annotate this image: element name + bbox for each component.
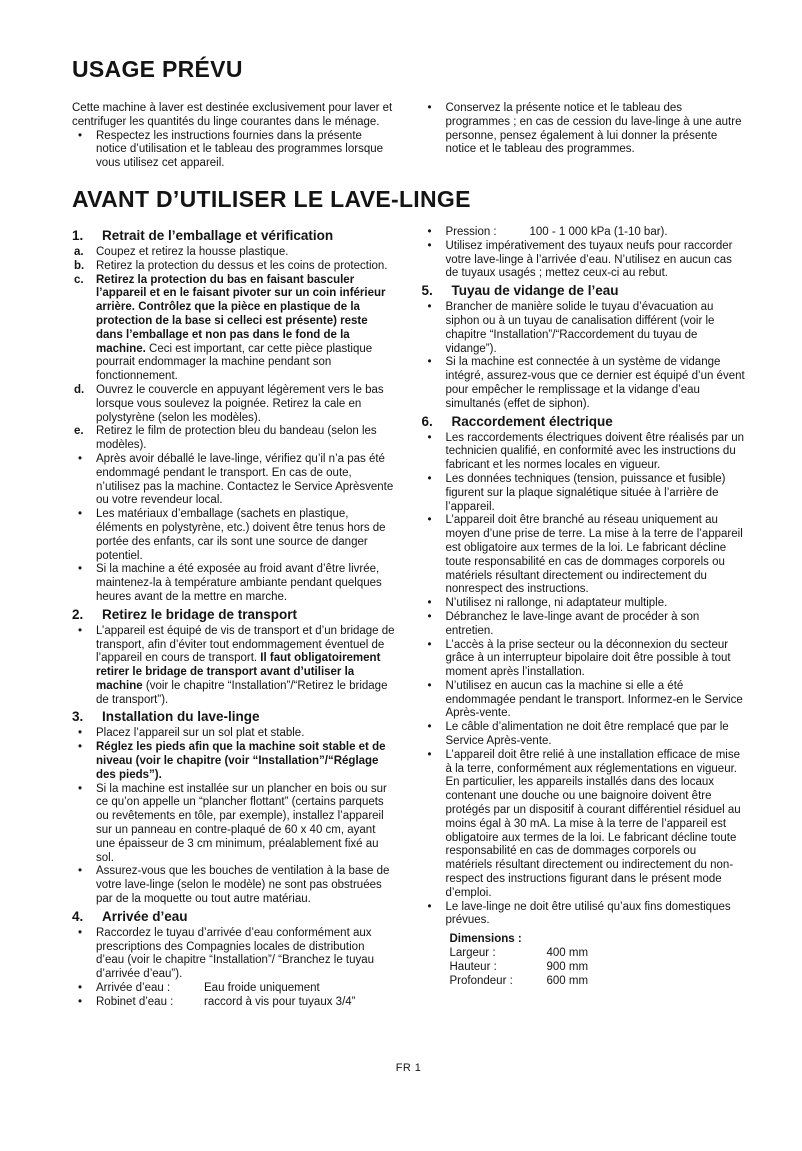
item-text [96,384,396,425]
section-heading [422,283,746,299]
text-run: N’utilisez en aucun cas la machine si elle a été endommagée pendant le transport. Informez-en le Service Après-vente. [445,679,743,720]
list-item [72,783,396,866]
text-run: Cette machine à laver est destinée exclusivement pour laver et centrifuger les quantités du linge courantes dans le ménage. [72,102,393,128]
bullet-marker: • [427,610,432,623]
text-run: L’appareil est équipé de vis de transport et d’un bridage de transport, afin d’éviter tout endommagement éventuel de l’appareil en cours de transport. [96,624,395,665]
item-text [96,865,396,906]
section-heading [422,414,746,430]
text-run: Ouvrez le couvercle en appuyant légèrement vers le bas lorsque vous soulevez la poignée. Retirez la cale en polystyrène (selon les modèles). [96,383,384,424]
bullet-marker: • [427,472,432,485]
item-text [446,639,746,680]
main-left-column [72,226,396,1010]
text-run: Retirez la protection du dessus et les coins de protection. [96,259,388,272]
bullet-marker: • [427,239,432,252]
list-item [72,727,396,741]
list-item [422,356,746,411]
item-text [96,741,396,782]
item-text [446,611,746,639]
item-text [446,356,746,411]
text-run: Si la machine est installée sur un plancher en bois ou sur ce qu’on appelle un “plancher flottant” (certains parquets ou revêtements en tôle, par exemple), installez l’appareil sur un panneau en contre-plaqué de 60 x 40 cm, ayant une épaisseur de 3 cm minimum, préalablement fixé au sol. [96,782,387,864]
text-run: Les matériaux d’emballage (sachets en plastique, éléments en polystyrène, etc.) doivent être tenus hors de portée des enfants, car ils sont une source de danger potentiel. [96,508,386,562]
bullet-marker: • [427,597,432,610]
text-run: Respectez les instructions fournies dans la présente notice d’utilisation et le tableau des programmes lorsque vous utilisez cet appareil. [96,129,384,170]
intro-columns [72,102,745,171]
letter-marker: b. [74,259,85,272]
dimension-value: 400 mm [546,947,589,960]
item-text [96,425,396,453]
main-section-title: AVANT D’UTILISER LE LAVE-LINGE [72,185,471,212]
text-run: Assurez-vous que les bouches de ventilation à la base de votre lave-linge (selon le modèle) ne sont pas obstruées par de la moquette ou tout autre matériau. [96,865,390,906]
item-text [446,432,746,473]
bullet-marker: • [78,741,83,754]
item-text [96,130,396,171]
bullet-marker: • [427,102,432,114]
section-number: 6. [421,413,433,429]
section-number: 4. [72,908,84,924]
list-item [422,301,746,356]
dimension-label: Profondeur : [449,974,513,987]
list-item [422,639,746,680]
intro-section-title: USAGE PRÉVU [72,56,243,82]
dimension-label: Hauteur : [449,960,497,973]
section-heading [72,709,396,725]
bullet-marker: • [427,301,432,314]
bullet-marker: • [78,982,83,995]
item-text [96,246,396,260]
text-run: L’appareil doit être branché au réseau uniquement au moyen d’une prise de terre. La mise à la terre de l’appareil est obligatoire aux termes de la loi. Le fabricant décline toute responsabilité en cas de dommages corporels ou matériels résultant directement ou indirectement du nonrespect des instructions. [445,514,743,596]
text-run: Les données techniques (tension, puissance et fusible) figurent sur la plaque signalétique située à l’arrière de l’appareil. [445,472,726,513]
list-item [72,741,396,782]
bullet-marker: • [427,748,432,761]
dimension-value: 900 mm [546,960,589,973]
list-item [72,130,396,171]
list-item [422,432,746,473]
text-run: Raccordez le tuyau d’arrivée d’eau conformément aux prescriptions des Compagnies locales de distribution d’eau (voir le chapitre “Installation”/ “Branchez le tuyau d’arrivée d’eau”). [96,926,375,981]
list-item [72,508,396,563]
list-item [422,611,746,639]
list-item [72,246,396,260]
text-run: Brancher de manière solide le tuyau d’évacuation au siphon ou à un tuyau de canalisation différent (voir le chapitre “Installation”/“Raccordement du tuyau de vidange”). [445,301,715,355]
text-run: Retirez la protection du bas en faisant basculer l’appareil et en le faisant pivoter sur un coin inférieur arrière. Contrôlez que la pièce en plastique de la protection de la base si celleci est présente) reste dans l’emballage et non pas dans le fond de la machine. [96,273,386,355]
item-text [96,982,396,996]
text-run: Utilisez impérativement des tuyaux neufs pour raccorder votre lave-linge à l’arrivée d’eau. N’utilisez en aucun cas de tuyaux usagés ; mettez ceux-ci au rebut. [445,239,733,280]
list-item [72,982,396,996]
section-heading [72,909,396,925]
item-text [446,721,746,749]
list-item [72,996,396,1010]
list-item [72,260,396,274]
section-number: 1. [72,227,84,243]
text-run: Retirez le film de protection bleu du bandeau (selon les modèles). [96,425,377,452]
text-run: Ceci est important, car cette pièce plastique pourrait endommager la machine pendant son fonctionnement. [96,342,373,383]
text-run: L’appareil doit être relié à une installation efficace de mise à la terre, conformément aux réglementations en vigueur. En particulier, les appareils installés dans des locaux contenant une douche ou une baignoire doivent être protégés par un dispositif à courant différentiel résiduel au moins égal à 30 mA. La mise à la terre de l’appareil est obligatoire aux termes de la loi. Le fabricant décline toute responsabilité en cas de dommages corporels ou matériels résultant directement ou indirectement du non-respect des instructions figurant dans le présent mode d’emploi. [445,748,741,899]
item-text [446,514,746,597]
item-text [96,508,396,563]
item-text [96,260,396,274]
bullet-marker: • [78,624,83,637]
text-run: Placez l’appareil sur un sol plat et stable. [96,727,305,740]
list-item [72,625,396,708]
bullet-marker: • [78,926,83,939]
text-run: N’utilisez ni rallonge, ni adaptateur multiple. [445,597,668,610]
section-heading-text: Raccordement électrique [451,413,613,429]
list-item [422,240,746,281]
text-run: Le câble d’alimentation ne doit être remplacé que par le Service Après-vente. [445,721,729,748]
page-number: FR 1 [395,1062,422,1074]
bullet-marker: • [78,782,83,795]
text-run: Il faut obligatoirement retirer le bridage de transport avant d’utiliser la machine [96,652,381,692]
letter-marker: d. [74,383,85,396]
text-run: Réglez les pieds afin que la machine soit stable et de niveau (voir le chapitre (voir “Installation”/“Réglage des pieds”). [96,741,386,781]
item-text [96,727,396,741]
bullet-marker: • [78,995,83,1008]
intro-right-column [422,102,746,171]
bullet-marker: • [427,679,432,692]
list-item [72,563,396,604]
list-item [422,102,746,157]
text-run: Si la machine a été exposée au froid avant d’être livrée, maintenez-la à température ambiante pendant quelques heures avant de la mettre en marche. [96,563,382,603]
dimension-label: Largeur : [449,947,496,960]
text-run: (voir le chapitre “Installation”/“Retirez le bridage de transport”). [96,679,388,706]
text-run: Les raccordements électriques doivent être réalisés par un technicien qualifié, en conformité avec les instructions du fabricant et les normes locales en vigueur. [445,431,745,472]
bullet-marker: • [78,452,83,465]
list-item [422,721,746,749]
list-item [422,901,746,929]
item-text [96,453,396,508]
bullet-marker: • [427,721,432,734]
list-item [422,226,746,240]
item-text [96,783,396,866]
bullet-marker: • [78,727,83,740]
list-item [72,453,396,508]
item-text [96,274,396,384]
section-number: 2. [72,606,84,622]
text-run: Conservez la présente notice et le tableau des programmes ; en cas de cession du lave-linge à une autre personne, pensez également à lui donner la présente notice et le tableau des programmes. [445,102,742,156]
item-text [446,749,746,901]
dimensions-block [450,933,746,988]
list-item [72,384,396,425]
paragraph [72,102,396,130]
main-columns [72,226,745,1010]
section-heading-text: Arrivée d’eau [102,908,188,924]
item-text [446,226,746,240]
dimension-value: 600 mm [546,974,589,987]
section-heading [72,228,396,244]
item-text [96,996,396,1010]
section-heading-text: Retrait de l’emballage et vérification [102,227,334,243]
item-text [446,102,746,157]
intro-left-column [72,102,396,171]
bullet-marker: • [78,129,83,142]
section-heading-text: Tuyau de vidange de l’eau [451,283,619,299]
list-item [422,680,746,721]
item-value: 100 - 1 000 kPa (1-10 bar). [529,225,668,238]
section-heading [72,607,396,623]
dimension-row [450,975,746,989]
item-key: Arrivée d’eau : [96,982,171,995]
bullet-marker: • [427,900,432,913]
text-run: Après avoir déballé le lave-linge, vérifiez qu’il n’a pas été endommagé pendant le transport. En cas de oute, n’utilisez pas la machine. Contactez le Service Aprèsvente ou votre revendeur local. [96,452,394,507]
text-run: Coupez et retirez la housse plastique. [96,245,289,258]
bullet-marker: • [78,508,83,521]
item-text [96,563,396,604]
list-item [72,927,396,982]
section-heading-text: Installation du lave-linge [102,709,260,725]
list-item [422,514,746,597]
item-text [446,240,746,281]
item-text [446,597,746,611]
item-key: Robinet d’eau : [96,995,174,1008]
bullet-marker: • [427,356,432,369]
text-run: Si la machine est connectée à un système de vidange intégré, assurez-vous que ce dernier est équipé d’un évent pour empêcher le remplissage et la vidange d’eau simultanés (effet de siphon). [445,356,745,410]
text-run: Le lave-linge ne doit être utilisé qu’aux fins domestiques prévues. [445,900,731,927]
section-heading-text: Retirez le bridage de transport [102,606,298,622]
list-item [72,274,396,384]
item-text [446,901,746,929]
bullet-marker: • [427,514,432,527]
dimension-row [450,947,746,961]
main-right-column [422,226,746,1010]
item-text [446,473,746,514]
list-item [72,865,396,906]
letter-marker: a. [74,245,84,258]
section-number: 5. [421,283,433,299]
letter-marker: c. [74,273,84,286]
dimension-row [450,961,746,975]
item-key: Pression : [445,225,497,238]
bullet-marker: • [78,563,83,576]
item-text [96,927,396,982]
item-text [446,301,746,356]
list-item [422,473,746,514]
item-value: Eau froide uniquement [204,982,320,995]
item-value: raccord à vis pour tuyaux 3/4” [204,995,356,1008]
letter-marker: e. [74,425,84,438]
text-run: Débranchez le lave-linge avant de procéder à son entretien. [445,610,700,637]
item-text [446,680,746,721]
bullet-marker: • [427,431,432,444]
section-number: 3. [72,709,84,725]
bullet-marker: • [427,638,432,651]
list-item [72,425,396,453]
item-text [96,625,396,708]
list-item [422,749,746,901]
bullet-marker: • [427,225,432,238]
dimensions-title: Dimensions : [449,933,522,946]
list-item [422,597,746,611]
text-run: L’accès à la prise secteur ou la déconnexion du secteur grâce à un interrupteur bipolaire doit être possible à tout moment après l’installation. [445,638,731,679]
bullet-marker: • [78,865,83,878]
